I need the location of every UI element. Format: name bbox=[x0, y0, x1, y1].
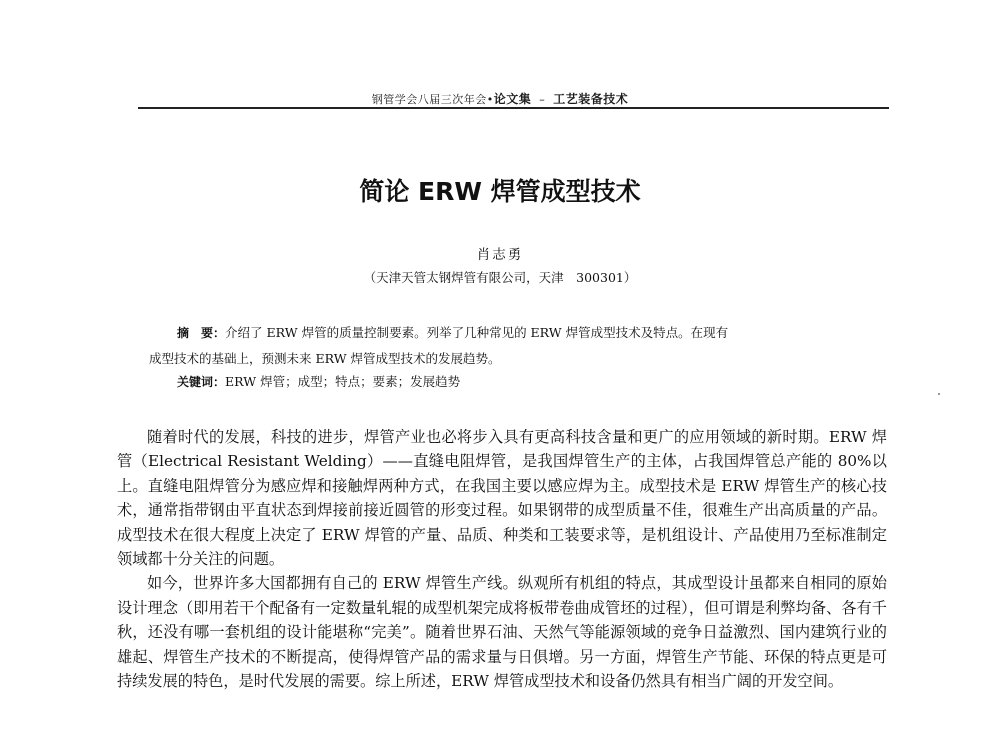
abstract bbox=[149, 320, 855, 371]
body-text bbox=[117, 425, 887, 693]
keywords bbox=[177, 372, 857, 390]
header-series: 论文集 bbox=[493, 92, 532, 106]
body-paragraph: 随着时代的发展，科技的进步，焊管产业也必将步入具有更高科技含量和更广的应用领域的新时期。ERW 焊管（Electrical Resistant Welding）——直缝电阻焊管，是我国焊管生产的主体，占我国焊管总产能的 80%以上。直缝电阻焊管分为感应焊和接触焊两种方式，在我国主要以感应焊为主。成型技术是 ERW 焊管生产的核心技术，通常指带钢由平直状态到焊接前接近圆管的形变过程。如果钢带的成型质量不佳，很难生产出高质量的产品。成型技术在很大程度上决定了 ERW 焊管的产量、品质、种类和工装要求等，是机组设计、产品使用乃至标准制定领域都十分关注的问题。 bbox=[117, 428, 887, 569]
running-header bbox=[0, 90, 1000, 107]
keywords-text: ERW 焊管；成型；特点；要素；发展趋势 bbox=[225, 374, 461, 389]
header-conference: 钢管学会八届三次年会 bbox=[371, 93, 487, 106]
header-dot: • bbox=[486, 93, 494, 106]
header-dash: – bbox=[539, 93, 546, 106]
abstract-line-1 bbox=[149, 320, 855, 346]
paper-title: 简论 ERW 焊管成型技术 bbox=[359, 177, 641, 206]
keywords-label: 关键词： bbox=[177, 375, 226, 389]
abstract-text-1: 介绍了 ERW 焊管的质量控制要素。列举了几种常见的 ERW 焊管成型技术及特点。在现有 bbox=[225, 325, 729, 340]
body-paragraph: 如今，世界许多大国都拥有自己的 ERW 焊管生产线。纵观所有机组的特点，其成型设计虽都来自相同的原始设计理念（即用若干个配备有一定数量轧辊的成型机架完成将板带卷曲成管坯的过程），但可谓是利弊均备、各有千秋，还没有哪一套机组的设计能堪称“完美”。随着世界石油、天然气等能源领域的竞争日益激烈、国内建筑行业的雄起、焊管生产技术的不断提高，使得焊管产品的需求量与日俱增。另一方面，焊管生产节能、环保的特点更是可持续发展的特色，是时代发展的需要。综上所述，ERW 焊管成型技术和设备仍然具有相当广阔的开发空间。 bbox=[117, 574, 887, 691]
abstract-label: 摘 要： bbox=[177, 326, 226, 340]
author-name: 肖志勇 bbox=[476, 247, 524, 263]
abstract-line-2: 成型技术的基础上，预测未来 ERW 焊管成型技术的发展趋势。 bbox=[149, 351, 501, 366]
header-rule bbox=[138, 107, 889, 109]
header-section: 工艺装备技术 bbox=[553, 92, 629, 106]
author-affiliation: （天津天管太钢焊管有限公司，天津 300301） bbox=[363, 270, 637, 285]
scan-speck bbox=[938, 393, 940, 395]
